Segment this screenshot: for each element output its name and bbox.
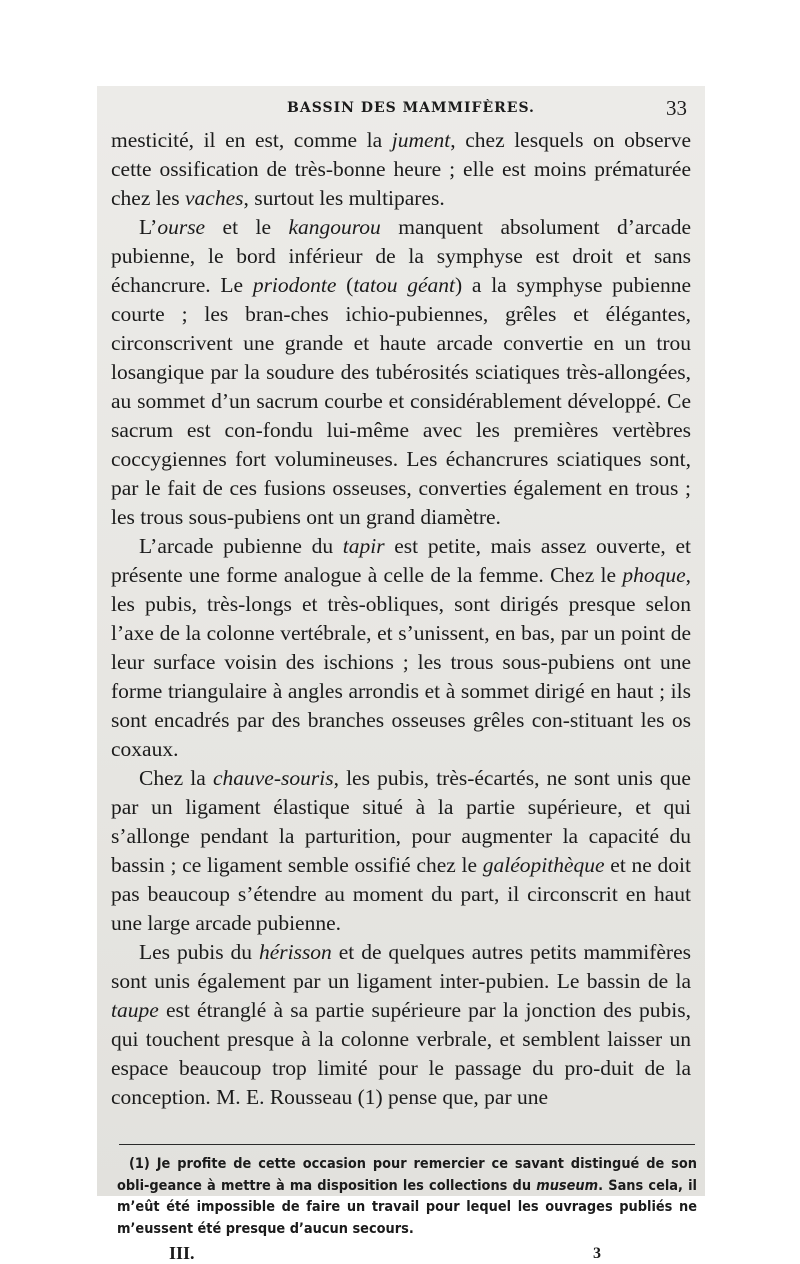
italic-term: tapir: [342, 534, 385, 558]
signature-mark: III.: [169, 1243, 195, 1263]
italic-term: jument: [391, 128, 451, 152]
italic-term: ourse: [157, 215, 206, 239]
text-run: , les pubis, très-écartés, ne sont unis que par un ligament élastique situé à la partie supérieure, et qui s’allonge pendant la parturition, pour augmenter la capacité du bassin ; ce ligament semble ossifié chez le: [111, 766, 691, 877]
text-run: et de quelques autres petits mammifères sont unis également par un ligament inter-pubien. Le bassin de la: [111, 940, 692, 993]
text-run: est étranglé à sa partie supérieure par la jonction des pubis, qui touchent presque à la colonne verbrale, et semblent laisser un espace beaucoup trop limité pour le passage du pro-duit de la conception. M. E. Rousseau (1) pense que, par une: [111, 998, 691, 1109]
text-run: manquent absolument d’arcade pubienne, le bord inférieur de la symphyse est droit et sans échancrure. Le: [111, 215, 691, 297]
italic-term: galéopithèque: [482, 853, 605, 877]
text-run: . Sans cela, il m’eût été impossible de faire un travail pour lequel les ouvrages publiés ne m’eussent été presque d’aucun secours.: [117, 1177, 697, 1237]
body-text: [111, 126, 691, 1112]
italic-term: tatou géant: [353, 273, 456, 297]
italic-term: kangourou: [288, 215, 381, 239]
text-run: Chez la: [139, 766, 213, 790]
book-page: [97, 86, 705, 1263]
italic-term: phoque: [622, 563, 686, 587]
text-run: L’: [139, 215, 158, 239]
page-number: 33: [666, 96, 687, 120]
text-run: , chez lesquels on observe cette ossification de très-bonne heure ; elle est moins prématurée chez les: [111, 128, 691, 210]
paragraph: [111, 938, 691, 1112]
paragraph: [111, 126, 691, 213]
italic-term: taupe: [111, 998, 159, 1022]
text-run: (: [336, 273, 354, 297]
text-run: et ne doit pas beaucoup s’étendre au moment du part, il circonscrit en haut une large arcade pubienne.: [111, 853, 691, 935]
paragraph: [111, 764, 691, 938]
footnote-paragraph: [117, 1154, 697, 1240]
paragraph: [111, 213, 691, 532]
text-run: L’arcade pubienne du: [139, 534, 343, 558]
text-run: (1) Je profite de cette occasion pour remercier ce savant distingué de son obli-geance à mettre à ma disposition les collections du: [117, 1156, 697, 1194]
text-run: mesticité, il en est, comme la: [111, 128, 392, 152]
sheet-number: 3: [593, 1245, 601, 1262]
italic-term: vaches: [185, 186, 244, 210]
text-run: ) a la symphyse pubienne courte ; les bran-ches ichio-pubiennes, grêles et élégantes, circonscrivent une grande et haute arcade convertie en un trou losangique par la soudure des tubérosités sciatiques très-allongées, au sommet d’un sacrum courbe et considérablement développé. Ce sacrum est con-fondu lui-même avec les premières vertèbres coccygiennes fort volumineuses. Les échancrures sciatiques sont, par le fait de ces fusions osseuses, converties également en trous ; les trous sous-pubiens ont un grand diamètre.: [111, 273, 691, 529]
text-run: et le: [205, 215, 289, 239]
footnote-rule: [119, 1144, 695, 1145]
text-run: , surtout les multipares.: [243, 186, 445, 210]
italic-term: museum: [536, 1177, 599, 1194]
text-run: Les pubis du: [139, 940, 259, 964]
page-header: [97, 96, 705, 120]
footnote: [117, 1154, 697, 1240]
paragraph: [111, 532, 691, 764]
italic-term: hérisson: [258, 940, 332, 964]
italic-term: priodonte: [252, 273, 337, 297]
text-run: , les pubis, très-longs et très-obliques, sont dirigés presque selon l’axe de la colonne vertébrale, et s’unissent, en bas, par un point de leur surface voisin des ischions ; les trous sous-pubiens ont une forme triangulaire à angles arrondis et à sommet dirigé en haut ; ils sont encadrés par des branches osseuses grêles con-stituant les os coxaux.: [111, 563, 691, 761]
italic-term: chauve-souris: [212, 766, 334, 790]
text-run: est petite, mais assez ouverte, et présente une forme analogue à celle de la femme. Chez le: [111, 534, 691, 587]
running-title: BASSIN DES MAMMIFÈRES.: [287, 100, 535, 116]
